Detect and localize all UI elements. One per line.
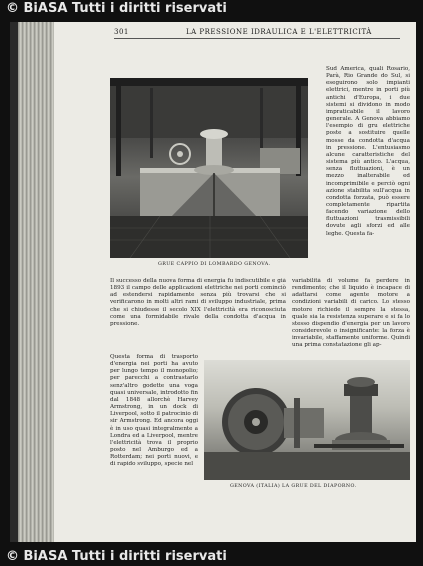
watermark-bottom: © BiASA Tutti i diritti riservati bbox=[6, 549, 227, 564]
page-number: 301 bbox=[114, 28, 129, 36]
figure-caption-bottom: GENOVA (ITALIA) LA GRUE DEL DIAPORNO. bbox=[230, 484, 357, 489]
book-page-edges bbox=[10, 22, 56, 542]
photo-hydraulic-capstan bbox=[110, 78, 308, 258]
photo-electric-capstan bbox=[204, 360, 410, 480]
text-paragraph-left-mid: Il successo della nuova forma di energia fu indiscutibile e già 1893 il campo delle applicazioni elettriche nei porti cominciò ad estendersi rapidamente senza più trovarsi che si verificarono in molti altri rami di sviluppo industriale, prima che si chiudesse il secolo XIX l'elettricità era riconosciuta come una formidabile rivale della condotta d'acqua in pressione. bbox=[110, 278, 286, 327]
text-paragraph-right-mid: variabilità di volume fa perdere in rendimento; che il liquido è incapace di adattarsi come agente motore a condizioni variabili di carico. Lo stesso motore richiede il sempre la stessa, quale sia la resistenza superare e si fa lo stesso dispendio d'energia per un lavoro considerevole o insignificante: la forza è invariabile, staffamente uniforme. Quindi una prima constatazione gli ap- bbox=[292, 278, 410, 349]
running-header bbox=[114, 28, 400, 40]
capstan-illustration bbox=[110, 78, 308, 258]
watermark-top: © BiASA Tutti i diritti riservati bbox=[6, 1, 227, 16]
electric-motor-illustration bbox=[204, 360, 410, 480]
text-column-left-bottom: Questa forma di trasporto d'energia nei porti ha avuto per lungo tempo il monopolio; per parecchi a contrastarlo senz'altro godette una voga quasi universale, introdotto fin dal 1848 allorchè Harvey Armstrong, in un dock di Liverpool, sotto il patrocinio di sir Armstrong. Ed ancora oggi è in uso quasi integralmente a Londra ed a Liverpool, mentre l'elettricità trova il proprio posto nel Amburgo ed a Rotterdam; nei porti nuovi, e di rapido sviluppo, specie nel bbox=[110, 354, 198, 468]
header-title: LA PRESSIONE IDRAULICA E L'ELETTRICITÀ bbox=[186, 28, 372, 36]
text-column-right-top: Sud America, quali Rosario, Parà, Rio Grande do Sul, si eseguirono solo impianti elettrici, mentre in porti più antichi d'Europa, i due sistemi si dividono in modo impraticabile il lavoro generale. A Genova abbiamo l'esempio di gru elettriche poste a sostituire quelle mosse da condotta d'acqua in pressione. L'entusiasmo alcune caratteristiche del sistema più antico. L'acqua, senza fluttuazioni, è un mezzo inalterabile ed incomprimibile e perciò ogni azione stabilita sull'acqua in condotta forzata, può essere completamente ripartita facendo variazione dello fluttuazioni trasmissibili dovute agli sforzi ed alle leghe. Questa fa- bbox=[326, 66, 410, 237]
book-page bbox=[54, 22, 416, 542]
figure-caption-top: GRUE CAPPIO DI LOMBARDO GENOVA. bbox=[158, 262, 271, 267]
header-rule bbox=[114, 38, 400, 39]
